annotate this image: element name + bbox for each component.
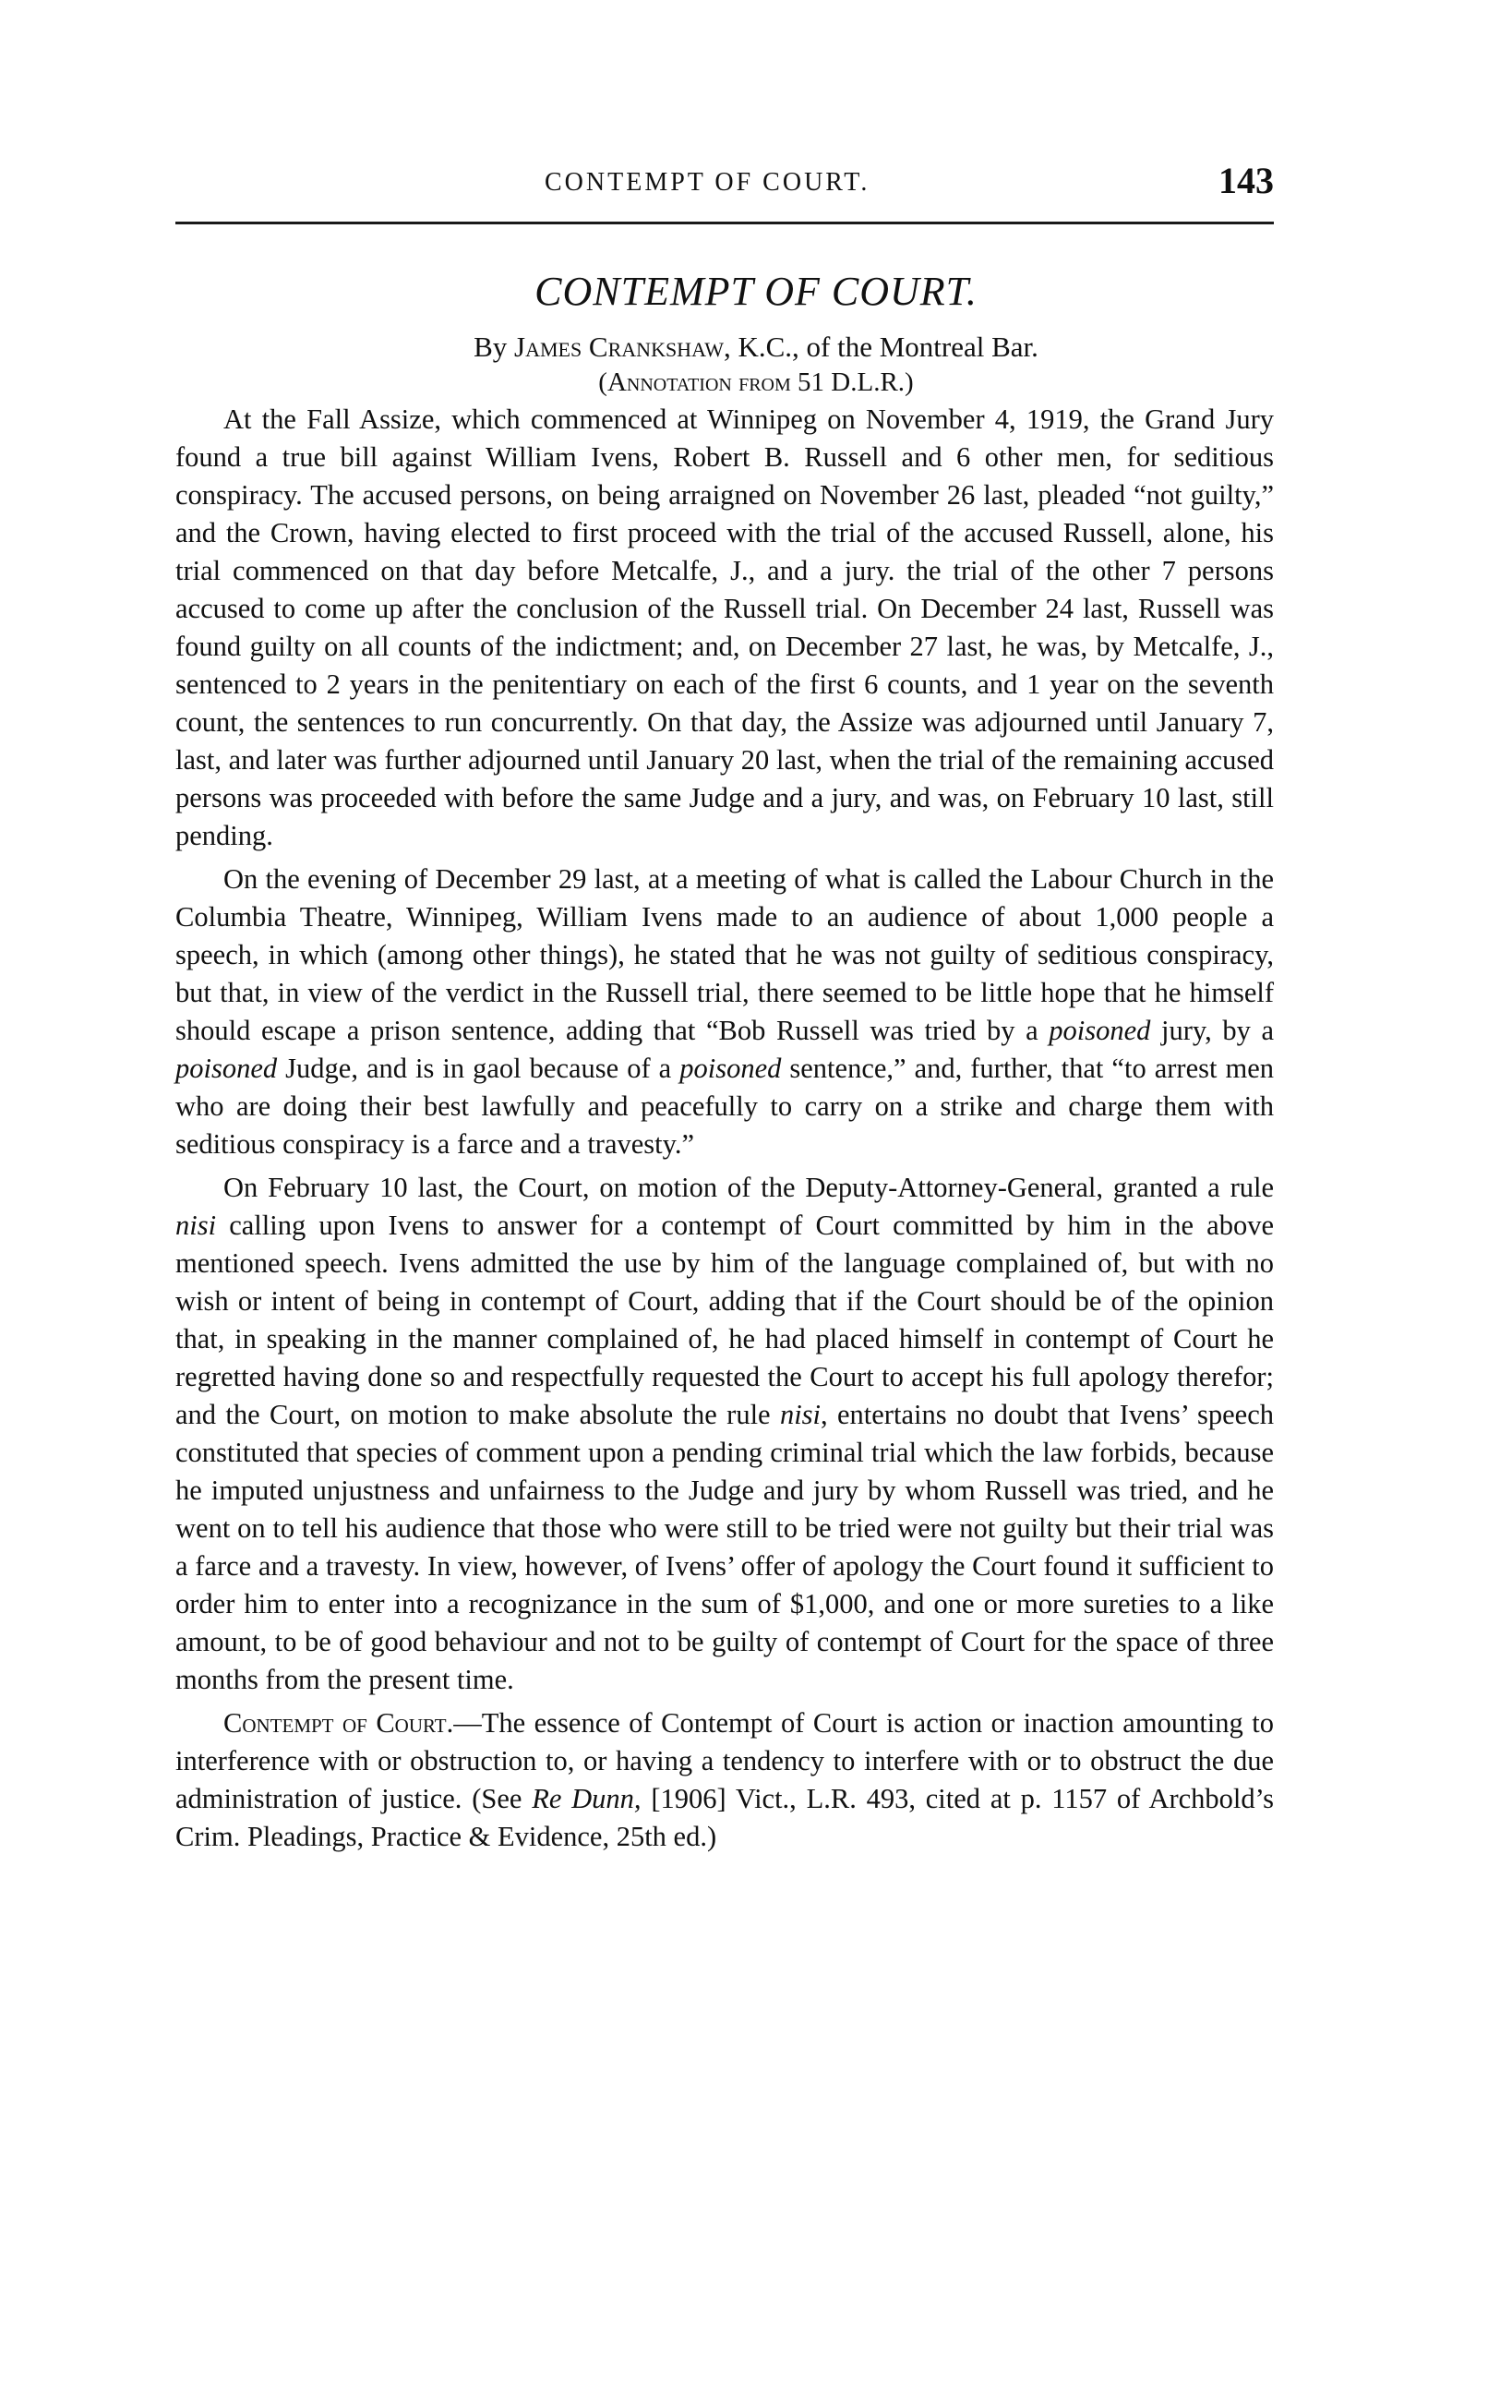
paragraph-3-text-c: , entertains no doubt that Ivens’ speech constituted that species of comment upon a pending criminal trial which the law forbids, because he imputed unjustness and unfairness to the Judge and jury by whom Russell was tried, and he went on to tell his audience that those who were still to be tried were not guilty but their trial was a farce and a travesty. In view, however, of Ivens’ offer of apology the Court found it sufficient to order him to enter into a recognizance in the sum of $1,000, and one or more sureties to a like amount, to be of good behaviour and not to be guilty of contempt of Court for the space of three months from the present time. <box>175 1399 1274 1695</box>
author-name: James Crankshaw <box>514 331 724 363</box>
paragraph-2-text-a: On the evening of December 29 last, at a meeting of what is called the Labour Church in the Columbia Theatre, Winnipeg, William Ivens made to an audience of about 1,000 people a speech, in which (among other things), he stated that he was not guilty of seditious conspiracy, but that, in view of the verdict in the Russell trial, there seemed to be little hope that he himself should escape a prison sentence, adding that “Bob Russell was tried by a <box>175 863 1274 1046</box>
page-number: 143 <box>1218 160 1274 201</box>
paragraph-3-text-b: calling upon Ivens to answer for a contempt of Court committed by him in the above mentioned speech. Ivens admitted the use by him of the language complained of, but with no wish or intent of being in contempt of Court, adding that if the Court should be of the opinion that, in speaking in the manner complained of, he had placed himself in contempt of Court he regretted having done so and respectfully requested the Court to accept his full apology therefor; and the Court, on motion to make absolute the rule <box>175 1210 1274 1430</box>
annotation-ref: 51 D.L.R.) <box>790 367 914 397</box>
paragraph-2-text-c: Judge, and is in gaol because of a <box>277 1053 680 1084</box>
annotation-open: ( <box>598 367 607 397</box>
paragraph-2-italic-2: poisoned <box>175 1053 278 1084</box>
byline-prefix: By <box>474 331 514 363</box>
paragraph-1: At the Fall Assize, which commenced at Winnipeg on November 4, 1919, the Grand Jury found a true bill against William Ivens, Robert B. Russell and 6 other men, for seditious conspiracy. The accused persons, on being arraigned on November 26 last, pleaded “not guilty,” and the Crown, having elected to first proceed with the trial of the accused Russell, alone, his trial commenced on that day before Metcalfe, J., and a jury. the trial of the other 7 persons accused to come up after the conclusion of the Russell trial. On December 24 last, Russell was found guilty on all counts of the indictment; and, on December 27 last, he was, by Metcalfe, J., sentenced to 2 years in the penitentiary on each of the first 6 counts, and 1 year on the seventh count, the sentences to run concurrently. On that day, the Assize was adjourned until January 7, last, and later was further adjourned until January 20 last, when the trial of the remaining accused persons was proceeded with before the same Judge and a jury, and was, on February 10 last, still pending. <box>175 403 1274 851</box>
paragraph-3 <box>175 1169 1274 1699</box>
paragraph-4-heading: Contempt of Court. <box>223 1707 454 1739</box>
paragraph-2-text-d: sentence,” and, further, that “to arrest men who are doing their best lawfully and peacefully to carry on a strike and charge them with seditious conspiracy is a farce and a travesty.” <box>175 1053 1274 1160</box>
byline <box>0 331 1512 364</box>
paragraph-4-italic-1: Re Dunn, <box>532 1783 642 1814</box>
paragraph-3-italic-2: nisi <box>779 1399 822 1430</box>
running-head <box>175 159 1274 214</box>
paragraph-3-text-a: On February 10 last, the Court, on motion of the Deputy-Attorney-General, granted a rule <box>223 1172 1274 1203</box>
paragraph-2-italic-1: poisoned <box>1049 1015 1151 1046</box>
paragraph-2 <box>175 861 1274 1163</box>
running-head-title: CONTEMPT OF COURT. <box>545 168 870 197</box>
article-body <box>175 401 1274 1861</box>
paragraph-3-italic-1: nisi <box>175 1210 217 1241</box>
paragraph-4-text-a: —The essence of Contempt of Court is action or inaction amounting to interference with or obstruction to, or having a tendency to interfere with or to obstruct the due administration of justice. (See <box>175 1707 1274 1814</box>
paragraph-2-italic-3: poisoned <box>679 1053 782 1084</box>
annotation-source <box>0 367 1512 398</box>
header-rule <box>175 222 1274 224</box>
paragraph-2-text-b: jury, by a <box>1150 1015 1275 1046</box>
annotation-label: Annotation from <box>606 367 791 397</box>
paragraph-4-text-b: [1906] Vict., L.R. 493, cited at p. 1157 of Archbold’s Crim. Pleadings, Practice & Evidence, 25th ed.) <box>175 1783 1274 1852</box>
paragraph-4 <box>175 1704 1274 1856</box>
article-title: CONTEMPT OF COURT. <box>534 269 978 314</box>
byline-suffix: , K.C., of the Montreal Bar. <box>723 331 1038 363</box>
